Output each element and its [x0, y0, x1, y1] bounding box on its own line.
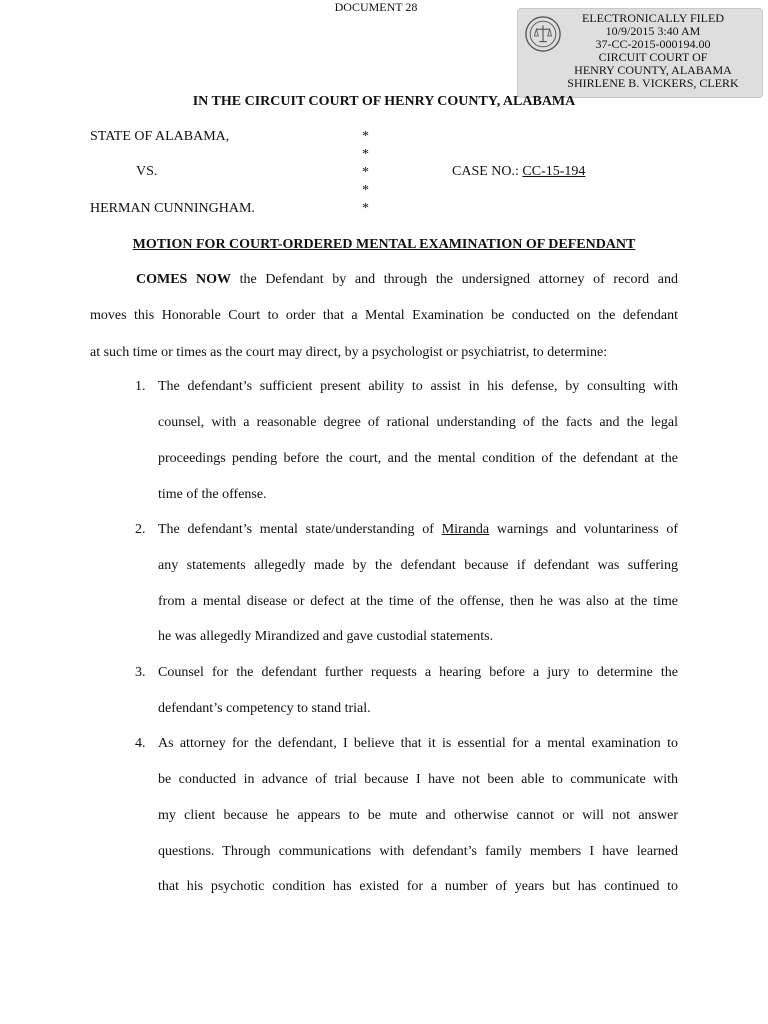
document-number: DOCUMENT 28	[334, 0, 418, 14]
case-number-label: CASE NO.:	[452, 164, 519, 179]
item-line: The defendant’s sufficient present ability to assist in his defense, by consulting with	[158, 379, 678, 394]
intro-line: at such time or times as the court may direct, by a psychologist or psychiatrist, to determine:	[90, 345, 608, 360]
item-line: defendant’s competency to stand trial.	[158, 701, 371, 716]
item-number: 2.	[135, 522, 146, 537]
case-number-line	[452, 164, 585, 180]
intro-line: COMES NOW the Defendant by and through the undersigned attorney of record and	[136, 272, 679, 287]
item-line: from a mental disease or defect at the time of the offense, then he was also at the time	[158, 594, 678, 609]
stamp-line: 10/9/2015 3:40 AM	[605, 24, 701, 38]
court-heading: IN THE CIRCUIT COURT OF HENRY COUNTY, ALABAMA	[192, 94, 576, 109]
item-line: he was allegedly Mirandized and gave custodial statements.	[158, 629, 494, 644]
item-line: my client because he appears to be mute and otherwise cannot or will not answer	[158, 808, 678, 823]
item-line: questions. Through communications with defendant’s family members I have learned	[158, 844, 678, 859]
item-line: be conducted in advance of trial because I have not been able to communicate with	[158, 772, 678, 787]
item-line: proceedings pending before the court, and the mental condition of the defendant at the	[158, 451, 678, 466]
caption-star: *	[362, 129, 369, 144]
item-line: that his psychotic condition has existed for a number of years but has continued to	[158, 879, 678, 894]
item-number: 4.	[135, 736, 146, 751]
caption-star: *	[362, 165, 369, 180]
item-line: As attorney for the defendant, I believe that it is essential for a mental examination to	[158, 736, 678, 751]
caption-plaintiff: STATE OF ALABAMA,	[90, 129, 230, 144]
item-line: any statements allegedly made by the defendant because if defendant was suffering	[158, 558, 678, 573]
stamp-line: SHIRLENE B. VICKERS, CLERK	[567, 76, 739, 90]
stamp-line: HENRY COUNTY, ALABAMA	[574, 63, 732, 77]
item-line: Counsel for the defendant further requests a hearing before a jury to determine the	[158, 665, 678, 680]
intro-lead: COMES NOW	[136, 272, 231, 287]
caption-versus: VS.	[136, 164, 158, 179]
stamp-line: ELECTRONICALLY FILED	[581, 11, 724, 25]
case-number: CC-15-194	[522, 164, 586, 179]
stamp-line: 37-CC-2015-000194.00	[595, 37, 711, 51]
stamp-line: CIRCUIT COURT OF	[598, 50, 708, 64]
miranda-reference: Miranda	[441, 522, 490, 537]
motion-title: MOTION FOR COURT-ORDERED MENTAL EXAMINATION OF DEFENDANT	[132, 237, 636, 252]
caption-star: *	[362, 147, 369, 162]
item-line: counsel, with a reasonable degree of rational understanding of the facts and the legal	[158, 415, 678, 430]
item-number: 3.	[135, 665, 146, 680]
item-number: 1.	[135, 379, 146, 394]
item-line: time of the offense.	[158, 487, 267, 502]
caption-defendant: HERMAN CUNNINGHAM.	[90, 201, 255, 216]
item-line: The defendant’s mental state/understanding of Miranda warnings and voluntariness of	[158, 522, 678, 537]
caption-star: *	[362, 201, 369, 216]
caption-star: *	[362, 183, 369, 198]
intro-line: moves this Honorable Court to order that a Mental Examination be conducted on the defendant	[90, 308, 678, 323]
efile-stamp	[517, 8, 763, 98]
